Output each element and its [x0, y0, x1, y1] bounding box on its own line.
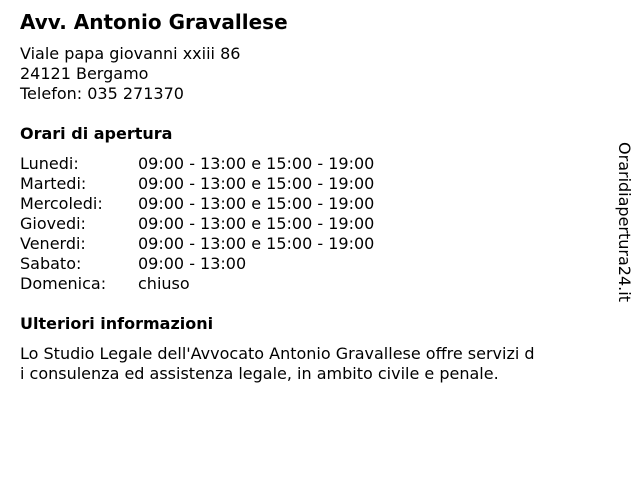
time-value: 09:00 - 13:00 e 15:00 - 19:00	[138, 154, 375, 173]
day-label: Martedi:	[20, 174, 87, 193]
day-label: Sabato:	[20, 254, 82, 273]
day-label: Lunedi:	[20, 154, 79, 173]
hours-row-sunday	[20, 274, 374, 294]
opening-hours-heading: Orari di apertura	[20, 124, 173, 143]
day-label: Giovedi:	[20, 214, 86, 233]
site-watermark: Oraridiapertura24.it	[615, 142, 634, 302]
day-label: Mercoledi:	[20, 194, 103, 213]
time-value: 09:00 - 13:00 e 15:00 - 19:00	[138, 174, 375, 193]
time-value: 09:00 - 13:00	[138, 254, 247, 273]
hours-row-friday	[20, 234, 374, 254]
hours-row-saturday	[20, 254, 374, 274]
additional-info-heading: Ulteriori informazioni	[20, 314, 214, 333]
hours-row-monday	[20, 154, 374, 174]
hours-row-wednesday	[20, 194, 374, 214]
hours-row-tuesday	[20, 174, 374, 194]
time-value: 09:00 - 13:00 e 15:00 - 19:00	[138, 194, 375, 213]
additional-info-text	[20, 344, 535, 384]
time-value: 09:00 - 13:00 e 15:00 - 19:00	[138, 234, 375, 253]
day-label: Domenica:	[20, 274, 107, 293]
day-label: Venerdi:	[20, 234, 86, 253]
time-value: 09:00 - 13:00 e 15:00 - 19:00	[138, 214, 375, 233]
business-name: Avv. Antonio Gravallese	[20, 10, 288, 34]
address-block	[20, 44, 240, 104]
time-value: chiuso	[138, 274, 190, 293]
postal-city: 24121 Bergamo	[20, 64, 149, 83]
info-line: i consulenza ed assistenza legale, in ambito civile e penale.	[20, 364, 499, 383]
hours-row-thursday	[20, 214, 374, 234]
street-address: Viale papa giovanni xxiii 86	[20, 44, 241, 63]
opening-hours-table	[20, 154, 374, 294]
phone-number: Telefon: 035 271370	[20, 84, 184, 103]
info-line: Lo Studio Legale dell'Avvocato Antonio Gravallese offre servizi d	[20, 344, 535, 363]
